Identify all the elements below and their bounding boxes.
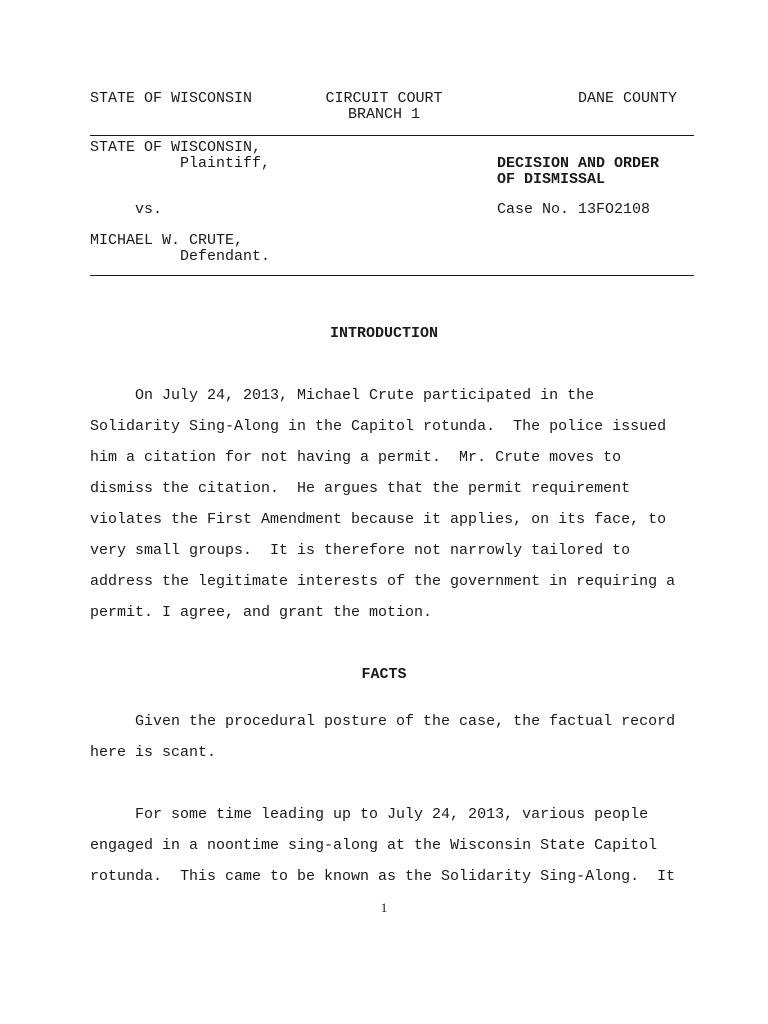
defendant-role: Defendant. [180,248,271,265]
versus-label: vs. [135,201,163,218]
introduction-line: permit. I agree, and grant the motion. [90,604,433,621]
facts-line: rotunda. This came to be known as the Solidarity Sing-Along. It [90,868,676,885]
facts-line: For some time leading up to July 24, 2013, various people [90,806,649,823]
caption-top-rule [90,135,694,136]
facts-line: engaged in a noontime sing-along at the Wisconsin State Capitol [90,837,658,854]
plaintiff-role: Plaintiff, [180,155,271,172]
header-state: STATE OF WISCONSIN [90,90,253,107]
header-county: DANE COUNTY [578,90,678,107]
introduction-line: him a citation for not having a permit. Mr. Crute moves to [90,449,622,466]
header-branch: BRANCH 1 [347,106,420,123]
header-court: CIRCUIT COURT [325,90,443,107]
facts-heading: FACTS [361,666,407,683]
introduction-line: On July 24, 2013, Michael Crute participated in the [90,387,595,404]
plaintiff-name: STATE OF WISCONSIN, [90,139,262,156]
document-title-line1: DECISION AND ORDER [497,155,660,172]
document-title-line2: OF DISMISSAL [497,171,606,188]
page-number: 1 [380,900,388,915]
introduction-line: dismiss the citation. He argues that the permit requirement [90,480,631,497]
defendant-name: MICHAEL W. CRUTE, [90,232,244,249]
introduction-line: violates the First Amendment because it applies, on its face, to [90,511,667,528]
introduction-line: very small groups. It is therefore not narrowly tailored to [90,542,631,559]
introduction-line: Solidarity Sing-Along in the Capitol rotunda. The police issued [90,418,667,435]
introduction-heading: INTRODUCTION [329,325,439,342]
caption-bottom-rule [90,275,694,276]
introduction-line: address the legitimate interests of the government in requiring a [90,573,676,590]
facts-line: here is scant. [90,744,217,761]
case-number: Case No. 13FO2108 [497,201,651,218]
facts-line: Given the procedural posture of the case, the factual record [90,713,676,730]
